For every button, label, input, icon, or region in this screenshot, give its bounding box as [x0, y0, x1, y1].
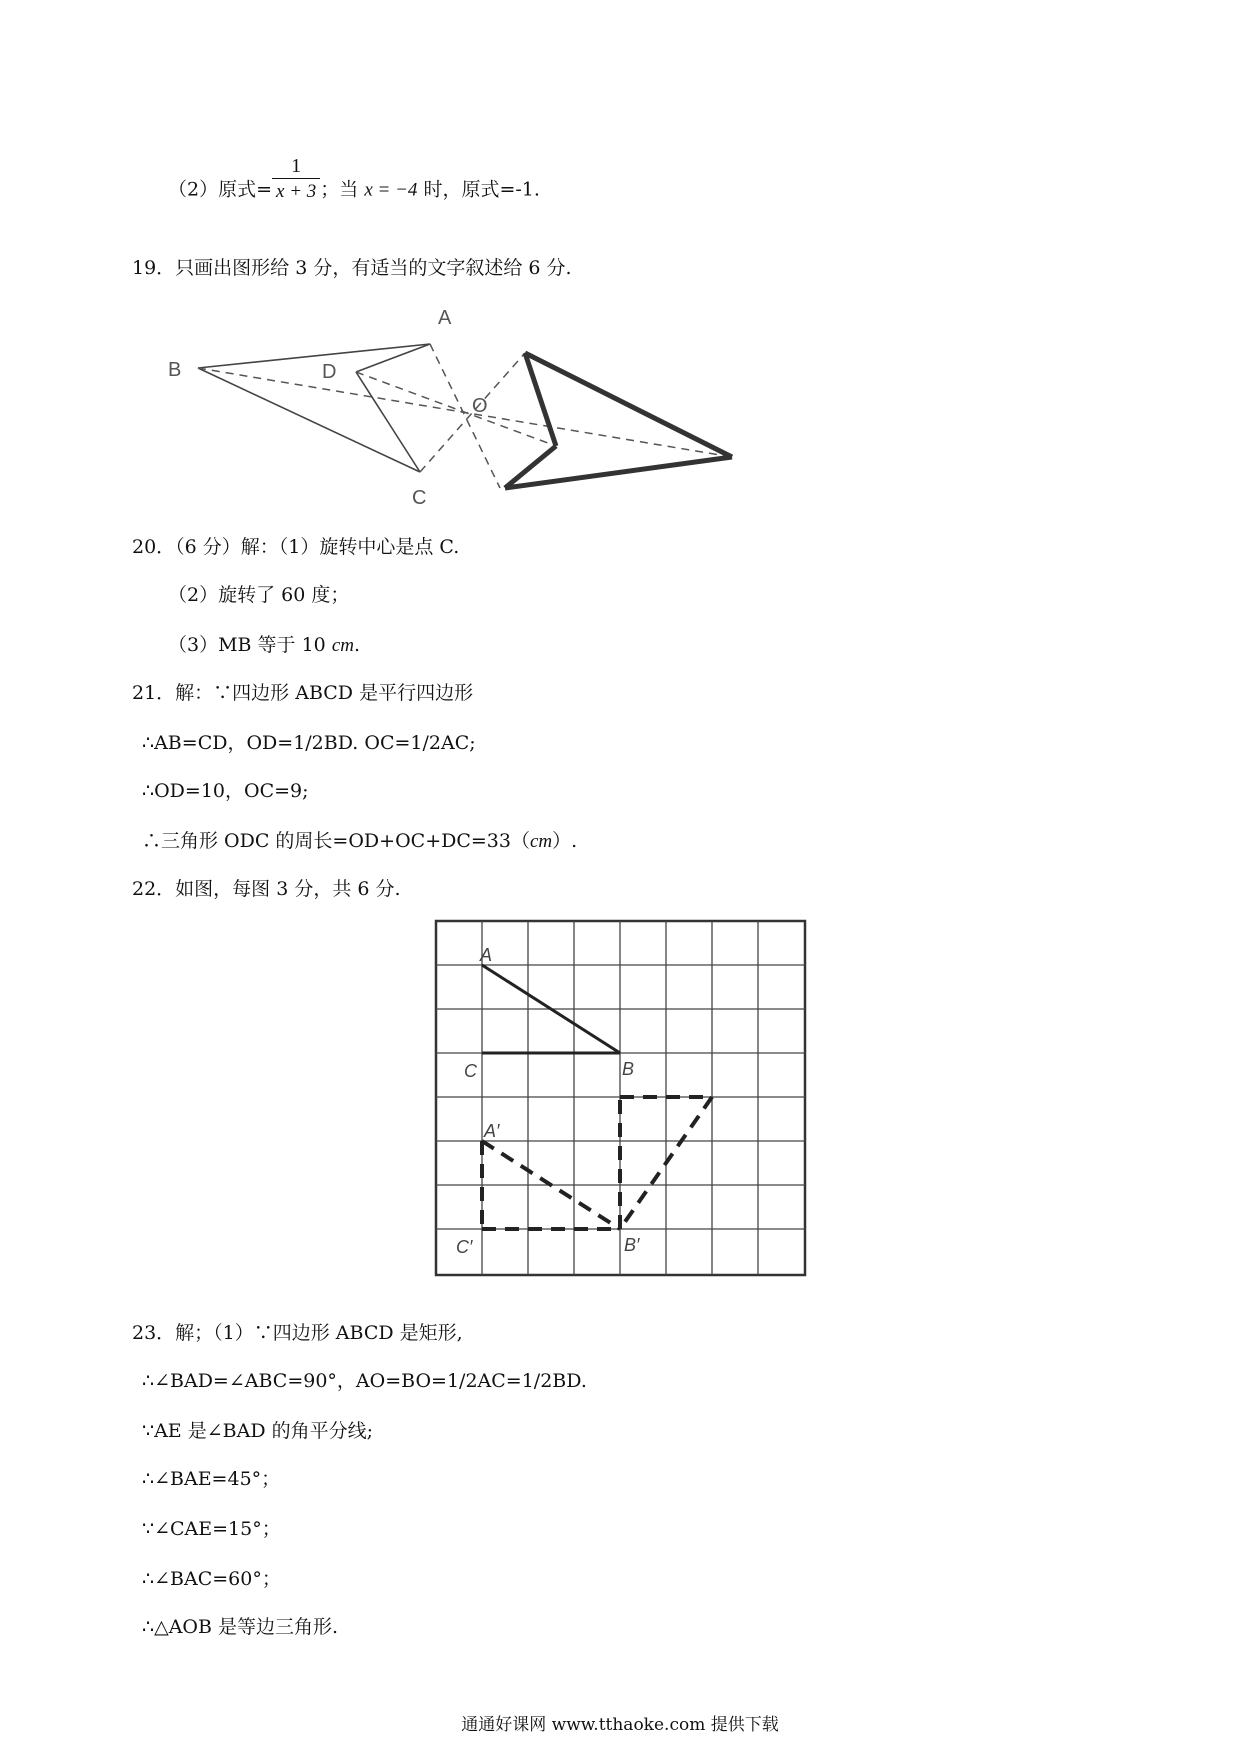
- q21-line3: ∴OD=10，OC=9;: [142, 780, 309, 802]
- q21-unit: cm: [529, 831, 553, 852]
- q23-line3: ∵AE 是∠BAD 的角平分线;: [142, 1420, 373, 1442]
- q18-part2: [168, 155, 540, 205]
- q22-label-c: C: [464, 1061, 477, 1081]
- q21-line2: ∴AB=CD，OD=1/2BD. OC=1/2AC;: [142, 732, 476, 754]
- q20-line2: （2）旋转了 60 度；: [168, 584, 350, 606]
- q18-prefix: （2）原式=: [168, 178, 273, 201]
- q22-grid-figure: [420, 905, 820, 1285]
- q19-label-c: C: [412, 487, 427, 509]
- q19-label-b: B: [168, 359, 182, 381]
- q20-line3-end: .: [353, 634, 361, 656]
- q23-line1: 23．解；（1）∵四边形 ABCD 是矩形,: [132, 1322, 463, 1344]
- q20-line1: 20．（6 分）解：（1）旋转中心是点 C.: [132, 536, 460, 558]
- q23-line6: ∴∠BAC=60°；: [142, 1568, 281, 1590]
- q22-label-a1: A′: [484, 1121, 500, 1141]
- q23-line5: ∵∠CAE=15°；: [142, 1518, 281, 1540]
- q18-frac-denominator: x + 3: [276, 181, 317, 202]
- q22-label-a: A: [480, 945, 493, 965]
- q19-figure: [0, 300, 1240, 560]
- q21-line1: 21．解：∵四边形 ABCD 是平行四边形: [132, 682, 474, 704]
- q22-triangle-rotated: [482, 1097, 712, 1229]
- q18-frac-numerator: 1: [272, 154, 320, 179]
- q23-line7: ∴△AOB 是等边三角形.: [142, 1616, 339, 1638]
- q22-label-b1: B′: [624, 1235, 640, 1255]
- q22-label-c1: C′: [456, 1237, 473, 1257]
- q22-label-b: B: [622, 1059, 635, 1079]
- q18-fraction: [272, 154, 320, 205]
- q23-line4: ∴∠BAE=45°；: [142, 1468, 281, 1490]
- q19-label-o: O: [472, 395, 488, 417]
- q20-unit: cm: [331, 635, 354, 656]
- q19-original-shape: [198, 344, 430, 472]
- q22-text: 22．如图，每图 3 分，共 6 分.: [132, 878, 401, 900]
- q19-rotated-shape: [505, 353, 732, 488]
- q20-line3-text: （3）MB 等于 10: [168, 634, 326, 656]
- q18-mid: ；当: [320, 178, 359, 201]
- q19-label-d: D: [322, 361, 337, 383]
- q20-line3: [168, 632, 360, 659]
- q18-suffix: 时，原式=-1.: [423, 178, 540, 201]
- q19-label-a: A: [438, 307, 452, 329]
- q23-line2: ∴∠BAD=∠ABC=90°，AO=BO=1/2AC=1/2BD.: [142, 1370, 587, 1392]
- q21-line4-end: ）.: [552, 830, 578, 852]
- q21-line4: [142, 828, 577, 855]
- q21-line4-text: ∴三角形 ODC 的周长=OD+OC+DC=33（: [142, 830, 530, 852]
- q18-x-expr: x = −4: [364, 179, 418, 201]
- q19-text: 19．只画出图形给 3 分，有适当的文字叙述给 6 分.: [132, 257, 572, 279]
- page-footer: 通通好课网 www.tthaoke.com 提供下载: [461, 1715, 779, 1735]
